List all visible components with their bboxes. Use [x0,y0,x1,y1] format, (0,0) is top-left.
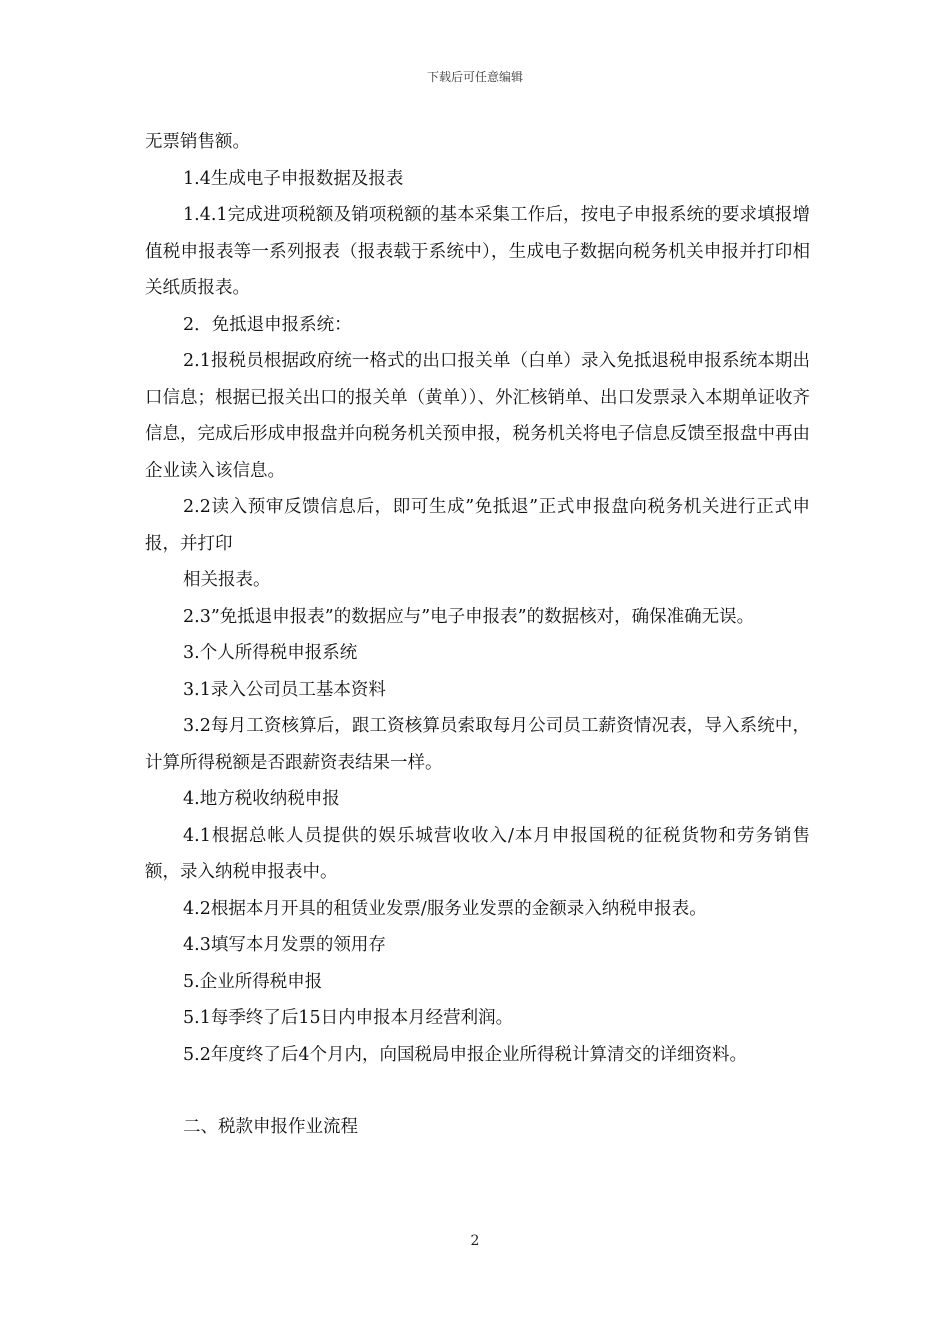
paragraph-heading-4: 4.地方税收纳税申报 [183,789,340,809]
section-heading-2: 二、税款申报作业流程 [183,1117,358,1137]
paragraph-1-4-1: 1.4.1完成进项税额及销项税额的基本采集工作后，按电子申报系统的要求填报增值税申报表等一系列报表（报表载于系统中），生成电子数据向税务机关申报并打印相关纸质报表。 [145,205,810,298]
paragraph-heading-1-4: 1.4生成电子申报数据及报表 [183,168,404,189]
page-header: 下载后可任意编辑 [426,70,523,84]
document-body [145,124,810,1146]
paragraph-5-1: 5.1每季终了后15日内申报本月经营利润。 [183,1008,514,1028]
paragraph-2-3: 2.3”免抵退申报表”的数据应与”电子申报表”的数据核对，确保准确无误。 [183,606,755,627]
paragraph-2-2: 2.2读入预审反馈信息后，即可生成”免抵退”正式申报盘向税务机关进行正式申报，并打印 [145,497,810,554]
paragraph-2-2-continued: 相关报表。 [183,570,271,590]
paragraph-4-3: 4.3填写本月发票的领用存 [183,935,386,955]
paragraph-2-1: 2.1报税员根据政府统一格式的出口报关单（白单）录入免抵退税申报系统本期出口信息；根据已报关出口的报关单（黄单））、外汇核销单、出口发票录入本期单证收齐信息，完成后形成申报盘并向税务机关预申报，税务机关将电子信息反馈至报盘中再由企业读入该信息。 [145,351,810,481]
paragraph-4-2: 4.2根据本月开具的租赁业发票/服务业发票的金额录入纳税申报表。 [183,898,707,919]
paragraph-4-1: 4.1根据总帐人员提供的娱乐城营收收入/本月申报国税的征税货物和劳务销售额，录入纳税申报表中。 [145,825,810,882]
paragraph-continuation: 无票销售额。 [145,132,250,152]
paragraph-3-1: 3.1录入公司员工基本资料 [183,679,386,700]
paragraph-3-2: 3.2每月工资核算后，跟工资核算员索取每月公司员工薪资情况表，导入系统中，计算所得税额是否跟薪资表结果一样。 [145,716,810,773]
paragraph-heading-2: 2．免抵退申报系统： [183,314,352,335]
paragraph-5-2: 5.2年度终了后4个月内，向国税局申报企业所得税计算清交的详细资料。 [183,1044,747,1065]
page-number: 2 [470,1233,480,1249]
paragraph-heading-3: 3.个人所得税申报系统 [183,643,358,663]
paragraph-heading-5: 5.企业所得税申报 [183,971,323,992]
